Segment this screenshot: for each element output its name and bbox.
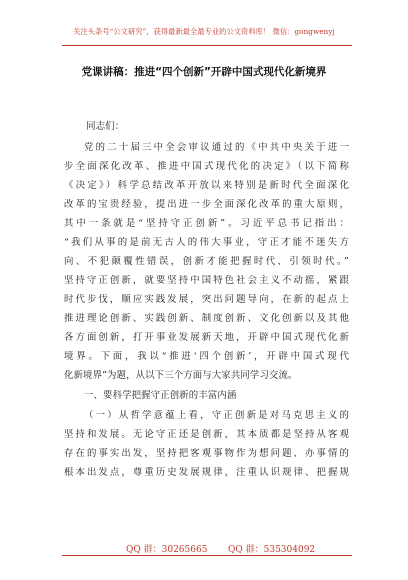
body-line-10: 推进理论创新、实践创新、制度创新、文化创新以及其他 [64,313,349,324]
body-line-18: 根本出发点，尊重历史发展规律，注重认识规律、把握规 [64,467,349,478]
body-line-12: 境界。下面，我以“推进‘四个创新’，开辟中国式现代 [64,351,349,362]
header-promo-note: 关注头条号“公文研究”，获得最新最全最专业的公文资料库！ 微信：gongwenyj [73,27,335,36]
salutation: 同志们： [86,121,125,132]
body-line-1: 党的二十届三中全会审议通过的《中共中央关于进一 [84,142,349,153]
body-line-15: （一）从哲学意蕴上看，守正创新是对马克思主义的 [84,410,349,421]
footer-qq-group-2: QQ 群：535304092 [228,545,316,555]
body-line-7: 向、不犯颠覆性错误，创新才能把握时代、引领时代。” [64,256,349,267]
body-line-2: 步全面深化改革、推进中国式现代化的决定》（以下简称 [64,161,349,172]
body-line-16: 坚持和发展。无论守正还是创新，其本质都是坚持从客观 [64,429,349,440]
body-line-11: 各方面创新，打开事业发展新天地，开辟中国式现代化新 [64,332,349,343]
body-line-3: 《决定》）科学总结改革开放以来特别是新时代全面深化 [64,180,349,191]
footer-divider [62,555,352,556]
body-line-9: 时代步伐，顺应实践发展，突出问题导向，在新的起点上 [64,294,349,305]
body-line-17: 存在的事实出发，坚持把客观事物作为想问题、办事情的 [64,448,349,459]
document-title: 党课讲稿：推进“四个创新”开辟中国式现代化新境界 [81,66,327,78]
body-line-4: 改革的宝贵经验，提出进一步全面深化改革的重大原则， [64,199,349,210]
body-line-6: “我们从事的是前无古人的伟大事业，守正才能不迷失方 [64,237,349,248]
header-divider [62,45,352,46]
footer-qq-group-1: QQ 群：30265665 [126,545,208,555]
body-line-8: 坚持守正创新，就要坚持中国特色社会主义不动摇，紧跟 [64,275,349,286]
body-line-5: 其中一条就是“坚持守正创新”。习近平总书记指出： [64,218,349,229]
body-line-13: 化新境界”为题，从以下三个方面与大家共同学习交流。 [64,370,298,381]
section-heading-1: 一、要科学把握守正创新的丰富内涵 [84,390,237,401]
